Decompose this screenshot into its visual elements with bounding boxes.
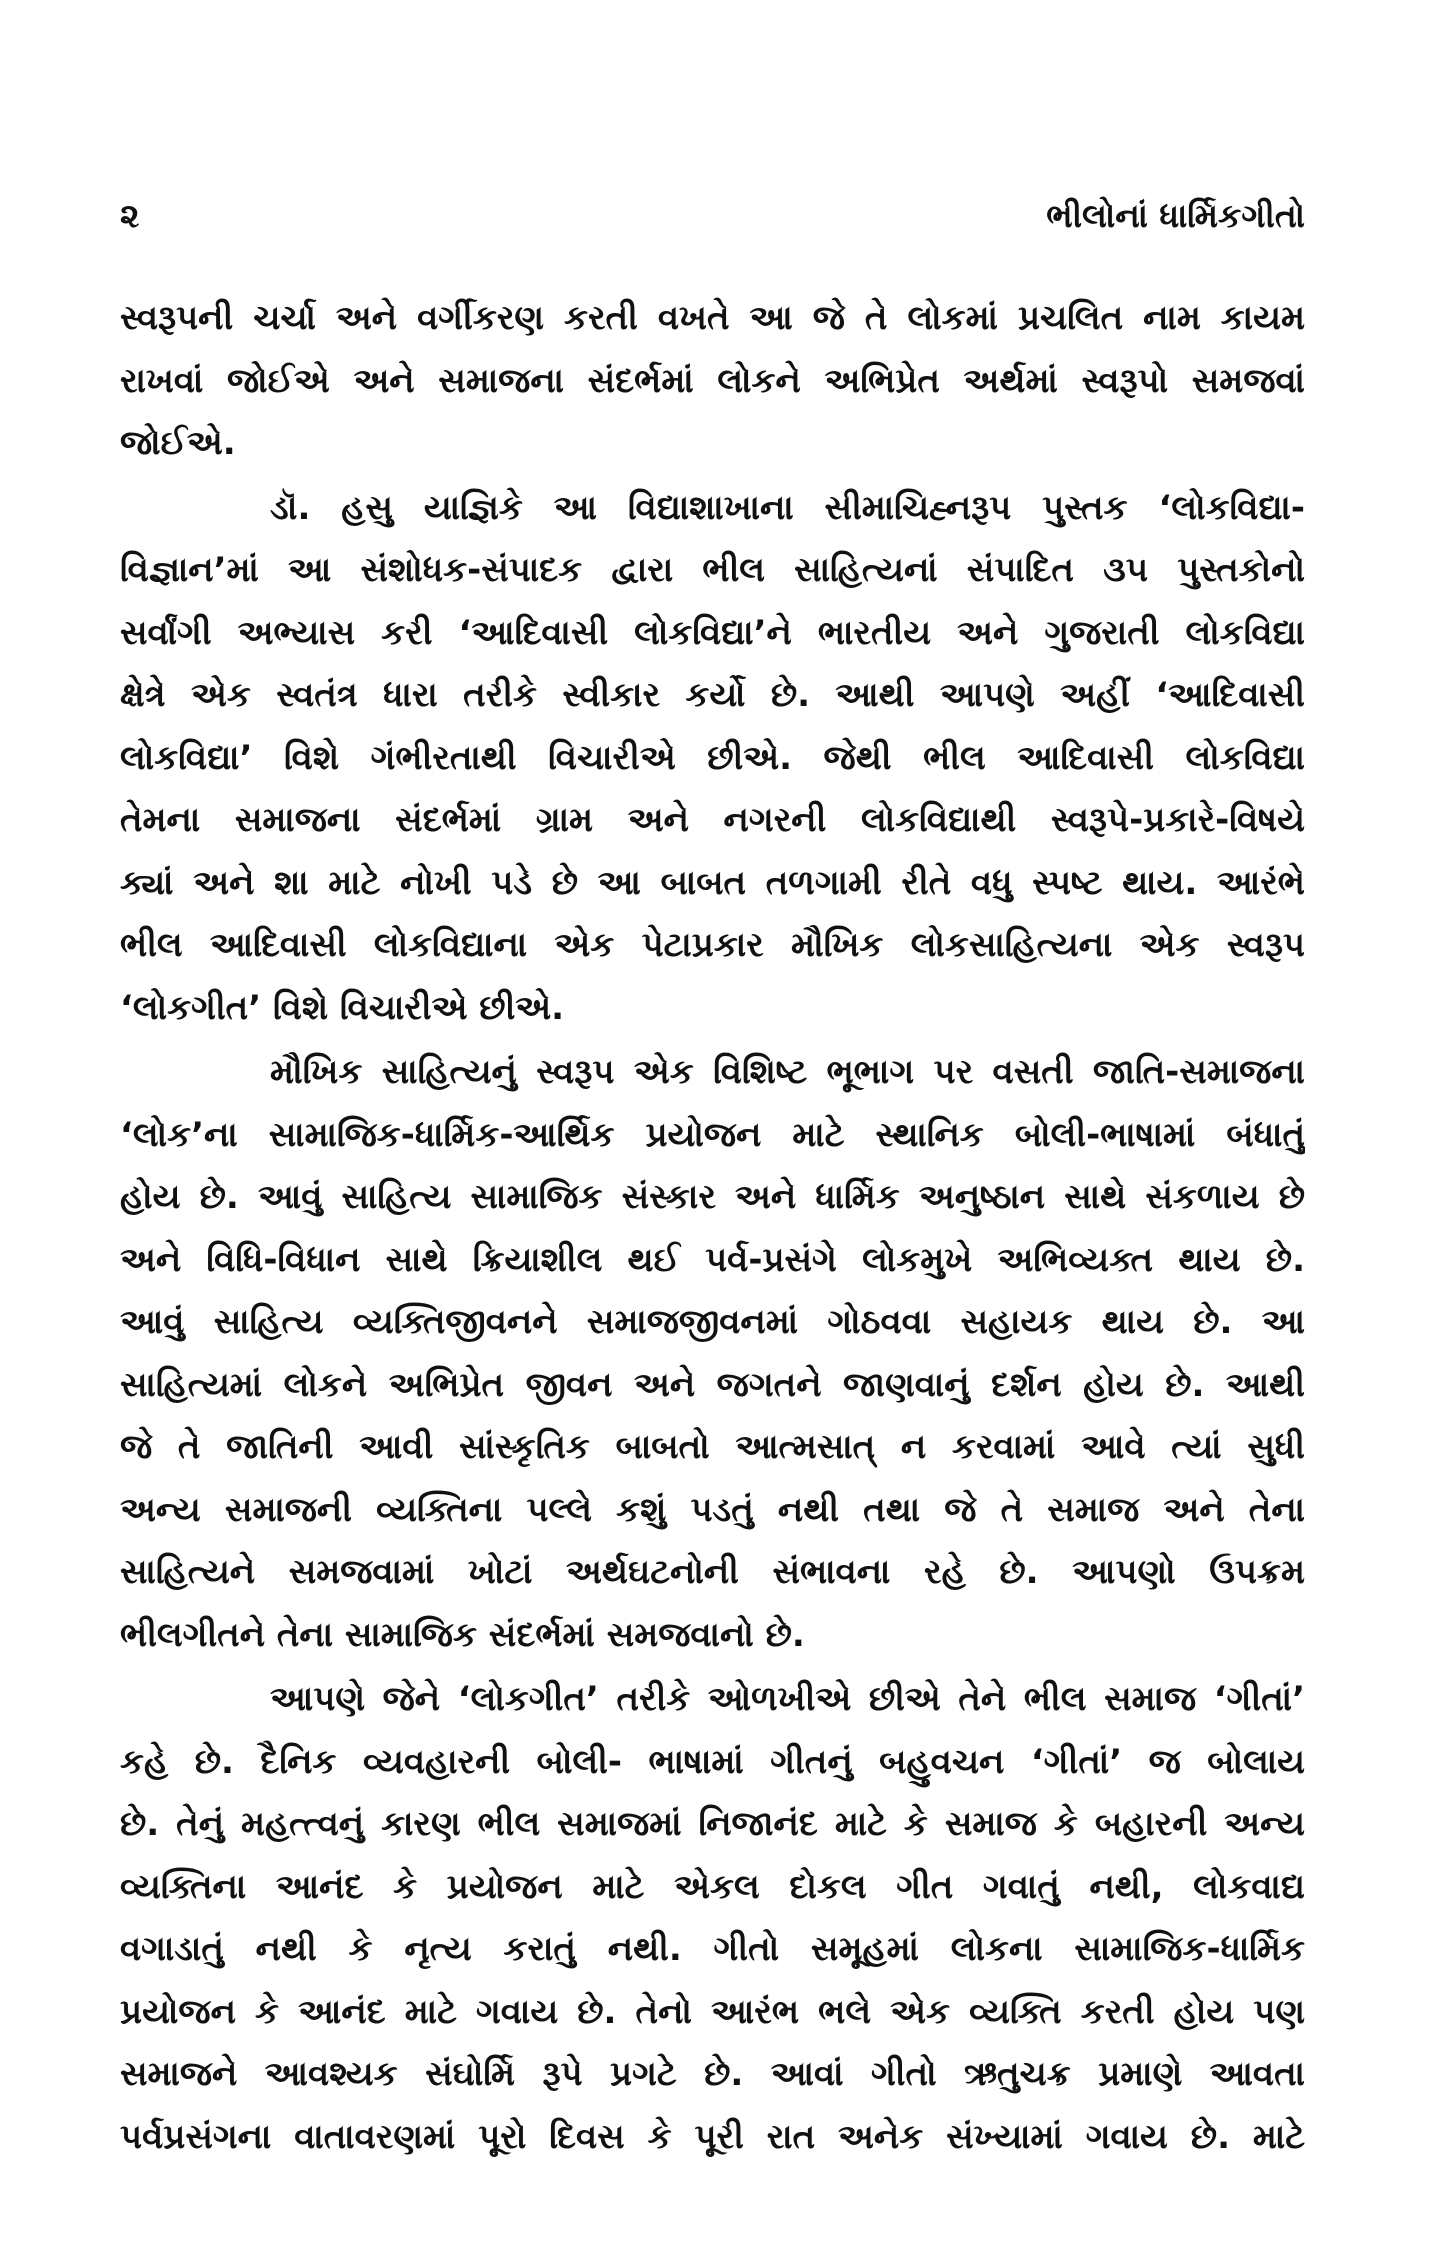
text-line: અન્ય સમાજની વ્યક્તિના પલ્લે કશું પડતું નથી તથા જે તે સમાજ અને તેના xyxy=(120,1489,1305,1530)
text-line: જોઈએ. xyxy=(120,423,236,463)
page-number: ૨ xyxy=(120,196,140,235)
text-line: કહે છે. દૈનિક વ્યવહારની બોલી- ભાષામાં ગીતનું બહુવચન ‘ગીતાં’ જ બોલાય xyxy=(120,1741,1305,1782)
text-line: મૌખિક સાહિત્યનું સ્વરૂપ એક વિશિષ્ટ ભૂભાગ પર વસતી જાતિ-સમાજના xyxy=(270,1052,1305,1092)
text-line: પર્વપ્રસંગના વાતાવરણમાં પૂરો દિવસ કે પૂરી રાત અનેક સંખ્યામાં ગવાય છે. માટે xyxy=(120,2116,1305,2157)
text-line: રાખવાં જોઈએ અને સમાજના સંદર્ભમાં લોકને અભિપ્રેત અર્થમાં સ્વરૂપો સમજવાં xyxy=(120,360,1305,401)
text-line: જે તે જાતિની આવી સાંસ્કૃતિક બાબતો આત્મસાત્ ન કરવામાં આવે ત્યાં સુધી xyxy=(120,1427,1305,1467)
body-text xyxy=(120,287,1305,2168)
text-line: વગાડાતું નથી કે નૃત્ય કરાતું નથી. ગીતો સમૂહમાં લોકના સામાજિક-ધાર્મિક xyxy=(120,1929,1305,1969)
text-line: ડૉ. હસુ યાજ્ઞિકે આ વિદ્યાશાખાના સીમાચિહ્નરૂપ પુસ્તક ‘લોકવિદ્યા- xyxy=(270,487,1305,528)
text-line: ભીલ આદિવાસી લોકવિદ્યાના એક પેટાપ્રકાર મૌખિક લોકસાહિત્યના એક સ્વરૂપ xyxy=(120,925,1305,965)
paragraph xyxy=(120,287,1305,475)
text-line: ક્ષેત્રે એક સ્વતંત્ર ધારા તરીકે સ્વીકાર કર્યો છે. આથી આપણે અહીં ‘આદિવાસી xyxy=(120,675,1305,715)
text-line: હોય છે. આવું સાહિત્ય સામાજિક સંસ્કાર અને ધાર્મિક અનુષ્ઠાન સાથે સંકળાય છે xyxy=(120,1177,1305,1217)
text-line: સર્વાંગી અભ્યાસ કરી ‘આદિવાસી લોકવિદ્યા’ને ભારતીય અને ગુજરાતી લોકવિદ્યા xyxy=(120,612,1305,653)
text-line: સાહિત્યને સમજવામાં ખોટાં અર્થઘટનોની સંભાવના રહે છે. આપણો ઉપક્રમ xyxy=(120,1552,1305,1592)
text-line: ‘લોક’ના સામાજિક-ધાર્મિક-આર્થિક પ્રયોજન માટે સ્થાનિક બોલી-ભાષામાં બંધાતું xyxy=(120,1114,1305,1155)
text-line: સમાજને આવશ્યક સંઘોર્મિ રૂપે પ્રગટે છે. આવાં ગીતો ઋતુચક્ર પ્રમાણે આવતા xyxy=(120,2054,1305,2094)
book-title: ભીલોનાં ધાર્મિકગીતો xyxy=(1046,196,1305,235)
text-line: ભીલગીતને તેના સામાજિક સંદર્ભમાં સમજવાનો છે. xyxy=(120,1614,805,1655)
text-line: આપણે જેને ‘લોકગીત’ તરીકે ઓળખીએ છીએ તેને ભીલ સમાજ ‘ગીતાં’ xyxy=(270,1679,1305,1719)
text-line: વિજ્ઞાન’માં આ સંશોધક-સંપાદક દ્વારા ભીલ સાહિત્યનાં સંપાદિત ૩૫ પુસ્તકોનો xyxy=(120,550,1305,590)
paragraph xyxy=(120,1041,1305,1666)
paragraph xyxy=(120,477,1305,1040)
text-line: ક્યાં અને શા માટે નોખી પડે છે આ બાબત તળગામી રીતે વધુ સ્પષ્ટ થાય. આરંભે xyxy=(120,862,1305,903)
text-line: સાહિત્યમાં લોકને અભિપ્રેત જીવન અને જગતને જાણવાનું દર્શન હોય છે. આથી xyxy=(120,1364,1305,1405)
text-line: અને વિધિ-વિધાન સાથે ક્રિયાશીલ થઈ પર્વ-પ્રસંગે લોકમુખે અભિવ્યક્ત થાય છે. xyxy=(120,1239,1305,1280)
paragraph xyxy=(120,1668,1305,2168)
text-line: સ્વરૂપની ચર્ચા અને વર્ગીકરણ કરતી વખતે આ જે તે લોકમાં પ્રચલિત નામ કાયમ xyxy=(120,298,1305,338)
text-line: આવું સાહિત્ય વ્યક્તિજીવનને સમાજજીવનમાં ગોઠવવા સહાયક થાય છે. આ xyxy=(120,1302,1305,1342)
text-line: વ્યક્તિના આનંદ કે પ્રયોજન માટે એકલ દોકલ ગીત ગવાતું નથી, લોકવાદ્ય xyxy=(120,1866,1305,1907)
text-line: છે. તેનું મહત્ત્વનું કારણ ભીલ સમાજમાં નિજાનંદ માટે કે સમાજ કે બહારની અન્ય xyxy=(120,1804,1305,1844)
text-line: પ્રયોજન કે આનંદ માટે ગવાય છે. તેનો આરંભ ભલે એક વ્યક્તિ કરતી હોય પણ xyxy=(120,1991,1305,2032)
running-header xyxy=(120,196,1305,244)
text-line: લોકવિદ્યા’ વિશે ગંભીરતાથી વિચારીએ છીએ. જેથી ભીલ આદિવાસી લોકવિદ્યા xyxy=(120,737,1305,778)
text-line: તેમના સમાજના સંદર્ભમાં ગ્રામ અને નગરની લોકવિદ્યાથી સ્વરૂપે-પ્રકારે-વિષયે xyxy=(120,800,1305,840)
text-line: ‘લોકગીત’ વિશે વિચારીએ છીએ. xyxy=(120,987,565,1028)
